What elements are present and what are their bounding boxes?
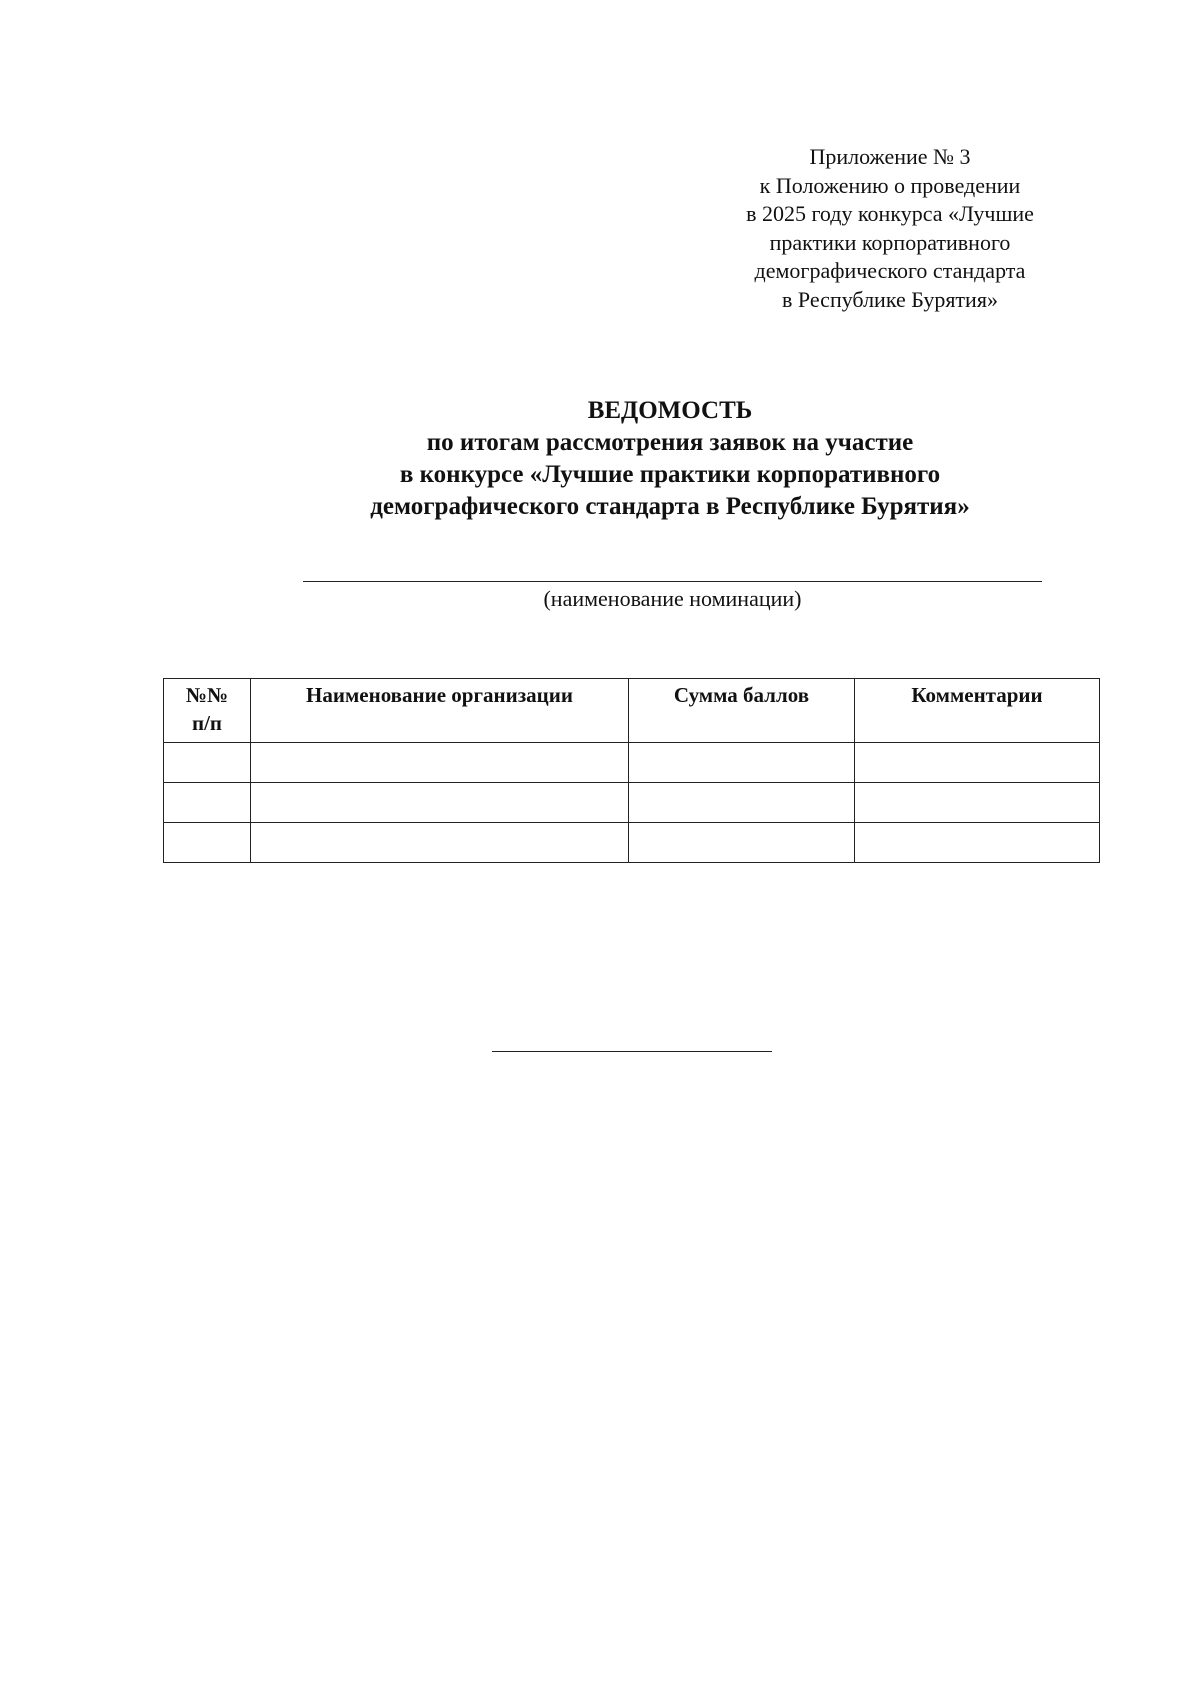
table-cell (251, 743, 629, 783)
signature-line (492, 1051, 772, 1052)
document-title (230, 395, 1110, 523)
appendix-line: в Республике Бурятия» (782, 286, 998, 312)
table-row (164, 783, 1100, 823)
title-line: в конкурсе «Лучшие практики корпоративного (399, 461, 941, 488)
table-cell (855, 743, 1100, 783)
table-row (164, 743, 1100, 783)
nomination-blank-line (303, 581, 1042, 582)
table-row (164, 823, 1100, 863)
title-heading: ВЕДОМОСТЬ (587, 397, 753, 424)
header-number (164, 679, 251, 743)
table-cell (855, 783, 1100, 823)
results-table (163, 678, 1100, 863)
appendix-block (700, 143, 1080, 314)
table-cell (164, 783, 251, 823)
header-comments: Комментарии (855, 679, 1100, 743)
header-score: Сумма баллов (629, 679, 855, 743)
nomination-caption: (наименование номинации) (543, 586, 802, 611)
table-cell (251, 783, 629, 823)
table-cell (629, 823, 855, 863)
appendix-line: практики корпоративного (769, 229, 1011, 255)
table-cell (251, 823, 629, 863)
table-cell (855, 823, 1100, 863)
appendix-line: Приложение № 3 (809, 144, 971, 169)
table-cell (629, 783, 855, 823)
appendix-line: в 2025 году конкурса «Лучшие (746, 201, 1034, 226)
appendix-line: демографического стандарта (754, 258, 1026, 283)
appendix-line: к Положению о проведении (759, 172, 1021, 198)
header-organization: Наименование организации (251, 679, 629, 743)
title-line: демографического стандарта в Республике Бурятия» (370, 493, 970, 520)
table-cell (164, 743, 251, 783)
title-line: по итогам рассмотрения заявок на участие (426, 429, 914, 456)
header-number-line: №№ (185, 683, 229, 707)
table-cell (164, 823, 251, 863)
header-number-line: п/п (191, 711, 223, 735)
table-cell (629, 743, 855, 783)
table-header-row (164, 679, 1100, 743)
